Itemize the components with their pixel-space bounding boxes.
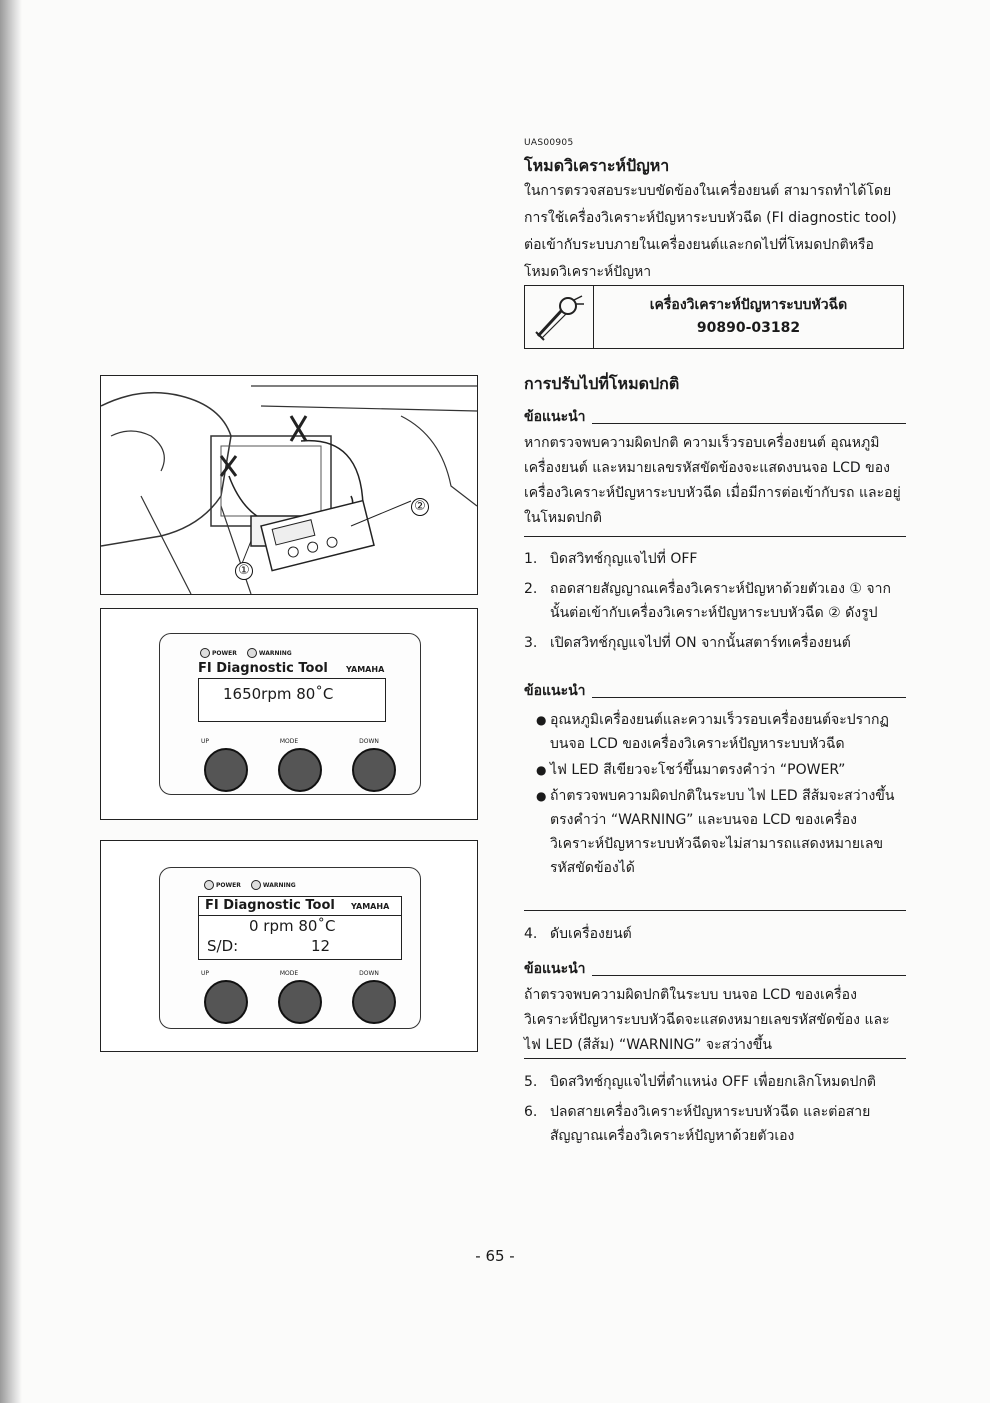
wrench-tool-icon [525,286,594,348]
figure-display-sd [100,840,478,1052]
up-label: UP [200,738,209,745]
down-button [352,980,396,1024]
step-item: 4. ดับเครื่องยนต์ [524,926,632,942]
mode-label: MODE [279,970,299,977]
note-heading-label: ข้อแนะนำ [524,961,586,977]
section-title: โหมดวิเคราะห์ปัญหา [524,156,670,175]
tool-name: เครื่องวิเคราะห์ปัญหาระบบหัวฉีด [649,297,848,313]
down-button [352,748,396,792]
step-item: 6. ปลดสายเครื่องวิเคราะห์ปัญหาระบบหัวฉีด และต่อสายสัญญาณเครื่องวิเคราะห์ปัญหาด้วยตัวเอง [524,1104,871,1144]
note-1-body: หากตรวจพบความผิดปกติ ความเร็วรอบเครื่องยนต์ อุณหภูมิเครื่องยนต์ และหมายเลขรหัสขัดข้องจะแสดงบนจอ LCD ของเครื่องวิเคราะห์ปัญหาระบบหัวฉีด เมื่อมีการต่อเข้ากับรถ และอยู่ในโหมดปกติ [524,435,901,526]
note-heading-label: ข้อแนะนำ [524,683,586,699]
steps-list-step4 [524,922,908,952]
lcd-reading: 0 rpm 80˚C [249,917,336,935]
note-heading-1 [524,406,906,428]
note-2-bullets [536,708,906,882]
figure-display-normal [100,608,478,820]
device-title: FI Diagnostic Tool [198,661,328,676]
power-led: POWER [204,880,241,890]
device-title: FI Diagnostic Tool [205,898,335,913]
callout-1: ① [235,562,253,580]
note-2-end-rule [524,910,906,911]
sd-value: 12 [311,937,331,955]
subsection-title: การปรับไปที่โหมดปกติ [524,374,680,393]
bullet-item: ● ไฟ LED สีเขียวจะโชว์ขึ้นมาตรงคำว่า “POWER” [536,762,846,778]
up-button [204,748,248,792]
page-number: - 65 - [475,1247,515,1265]
document-code: UAS00905 [524,138,574,148]
step-item: 5. บิดสวิทช์กุญแจไปที่ตำแหน่ง OFF เพื่อยกเลิกโหมดปกติ [524,1074,877,1090]
up-button [204,980,248,1024]
tool-part-number: 90890-03182 [696,320,801,336]
warning-led: WARNING [251,880,296,890]
steps-list-a [524,547,908,661]
diagnostic-tool-device [159,867,421,1029]
note-3-end-rule [524,1058,906,1059]
binding-shadow [0,0,22,1403]
mode-button [278,980,322,1024]
lcd-screen [198,678,386,722]
down-label: DOWN [359,738,379,745]
led-indicators [200,648,292,658]
step-item: 2. ถอดสายสัญญาณเครื่องวิเคราะห์ปัญหาด้วยตัวเอง ① จากนั้นต่อเข้ากับเครื่องวิเคราะห์ปัญหาระบบหัวฉีด ② ดังรูป [524,581,891,621]
bullet-item: ● อุณหภูมิเครื่องยนต์และความเร็วรอบเครื่องยนต์จะปรากฏบนจอ LCD ของเครื่องวิเคราะห์ปัญหาระบบหัวฉีด [536,712,889,752]
power-led: POWER [200,648,237,658]
engine-bay-illustration [101,376,477,594]
lcd-screen [198,896,402,960]
sd-label: S/D: [207,937,239,955]
steps-list-b [524,1070,908,1154]
up-label: UP [200,970,209,977]
mode-button [278,748,322,792]
note-heading-label: ข้อแนะนำ [524,409,586,425]
warning-led: WARNING [247,648,292,658]
led-indicators [204,880,296,890]
bullet-item: ● ถ้าตรวจพบความผิดปกติในระบบ ไฟ LED สีส้มจะสว่างขึ้นตรงคำว่า “WARNING” และบนจอ LCD ของเครื่องวิเคราะห์ปัญหาระบบหัวฉีดจะไม่สามารถแสดงหมายเลขรหัสขัดข้องได้ [536,788,895,876]
note-heading-2 [524,680,906,702]
device-brand: YAMAHA [346,665,385,674]
mode-label: MODE [279,738,299,745]
diagnostic-tool-device [159,633,421,795]
callout-2: ② [411,498,429,516]
down-label: DOWN [359,970,379,977]
note-3-body: ถ้าตรวจพบความผิดปกติในระบบ บนจอ LCD ของเครื่องวิเคราะห์ปัญหาระบบหัวฉีดจะแสดงหมายเลขรหัสขัดข้อง และไฟ LED (สีส้ม) “WARNING” จะสว่างขึ้น [524,987,890,1053]
step-item: 3. เปิดสวิทช์กุญแจไปที่ ON จากนั้นสตาร์ทเครื่องยนต์ [524,635,851,651]
note-1-end-rule [524,536,906,537]
figure-engine-connection [100,375,478,595]
intro-paragraph: ในการตรวจสอบระบบขัดข้องในเครื่องยนต์ สามารถทำได้โดยการใช้เครื่องวิเคราะห์ปัญหาระบบหัวฉีด (FI diagnostic tool) ต่อเข้ากับระบบภายในเครื่องยนต์และกดไปที่โหมดปกติหรือโหมดวิเคราะห์ปัญหา [524,183,897,280]
lcd-reading: 1650rpm 80˚C [223,685,334,703]
step-item: 1. บิดสวิทช์กุญแจไปที่ OFF [524,551,698,567]
note-heading-3 [524,958,906,980]
special-tool-box [524,285,904,349]
device-brand: YAMAHA [351,902,390,911]
